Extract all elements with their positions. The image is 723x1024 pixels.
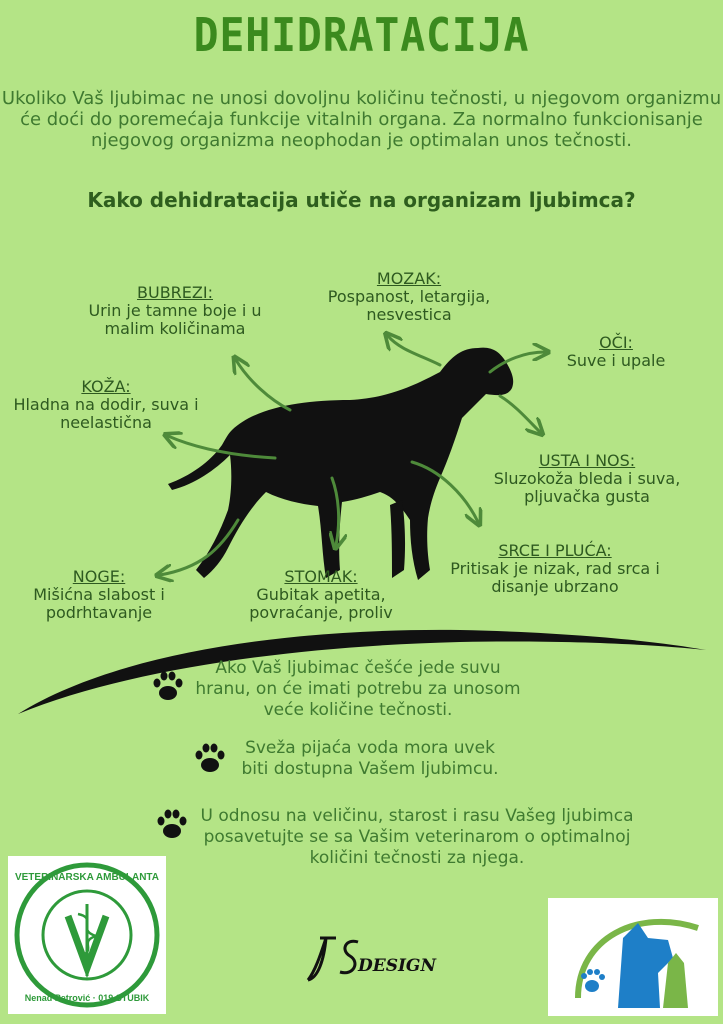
organ-usta-text: Sluzokoža bleda i suva, pljuvačka gusta [493, 469, 681, 506]
organ-bubrezi-text: Urin je tamne boje i u malim količinama [88, 301, 262, 338]
organ-srce-text: Pritisak je nizak, rad srca i disanje ubrzano [450, 559, 660, 596]
js-design-text: DESIGN [358, 956, 436, 976]
svg-text:VETERINARSKA AMBULANTA: VETERINARSKA AMBULANTA [14, 872, 160, 883]
organ-mozak-title: MOZAK: [376, 269, 442, 288]
arrow-mozak [388, 336, 440, 365]
arrow-usta [500, 396, 540, 432]
organ-noge [14, 568, 184, 622]
organ-usta-title: USTA I NOS: [538, 451, 636, 470]
pet-logo [548, 898, 718, 1016]
organ-oci-text: Suve i upale [566, 351, 666, 370]
paw-icon [154, 806, 190, 842]
organ-bubrezi-title: BUBREZI: [137, 283, 213, 302]
tip-fresh-water: Sveža pijaća voda mora uvek biti dostupna Vašem ljubimcu. [241, 738, 499, 779]
organ-mozak [314, 270, 504, 324]
organ-oci [556, 334, 676, 370]
paw-icon [192, 740, 228, 776]
intro-text: Ukoliko Vaš ljubimac ne unosi dovoljnu količinu tečnosti, u njegovom organizmu će doći do poremećaja funkcije vitalnih organa. Za normalno funkcionisanje njegovog organizma neophodan je optimalan unos tečnosti. [1, 88, 722, 151]
organ-koza-text: Hladna na dodir, suva i neelastična [13, 395, 199, 432]
svg-text:Nenad Petrović · 019 STUBIK: Nenad Petrović · 019 STUBIK [24, 993, 150, 1003]
tip-consult-vet: U odnosu na veličinu, starost i rasu Vašeg ljubimca posavetujte se sa Vašim veterinarom o optimalnoj količini tečnosti za njega. [200, 806, 634, 868]
organ-stomak [236, 568, 406, 622]
organ-noge-title: NOGE: [72, 567, 126, 586]
organ-srce-pluca [436, 542, 674, 596]
organ-koza [0, 378, 212, 432]
organ-usta-nos [478, 452, 696, 506]
organ-koza-title: KOŽA: [81, 377, 131, 396]
organ-oci-title: OČI: [599, 333, 633, 352]
section-question: Kako dehidratacija utiče na organizam ljubimca? [87, 188, 636, 212]
organ-mozak-text: Pospanost, letargija, nesvestica [327, 287, 491, 324]
vet-clinic-logo [8, 856, 166, 1014]
organ-stomak-title: STOMAK: [284, 567, 358, 586]
organ-stomak-text: Gubitak apetita, povraćanje, proliv [249, 585, 393, 622]
tip-dry-food: Ako Vaš ljubimac češće jede suvu hranu, on će imati potrebu za unosom veće količine tečnosti. [195, 658, 521, 720]
arrow-bubrezi [236, 360, 290, 410]
page-title: DEHIDRATACIJA [193, 8, 530, 62]
organ-bubrezi [72, 284, 278, 338]
paw-icon [150, 668, 186, 704]
organ-noge-text: Mišićna slabost i podrhtavanje [33, 585, 165, 622]
organ-srce-title: SRCE I PLUĆA: [498, 541, 612, 560]
